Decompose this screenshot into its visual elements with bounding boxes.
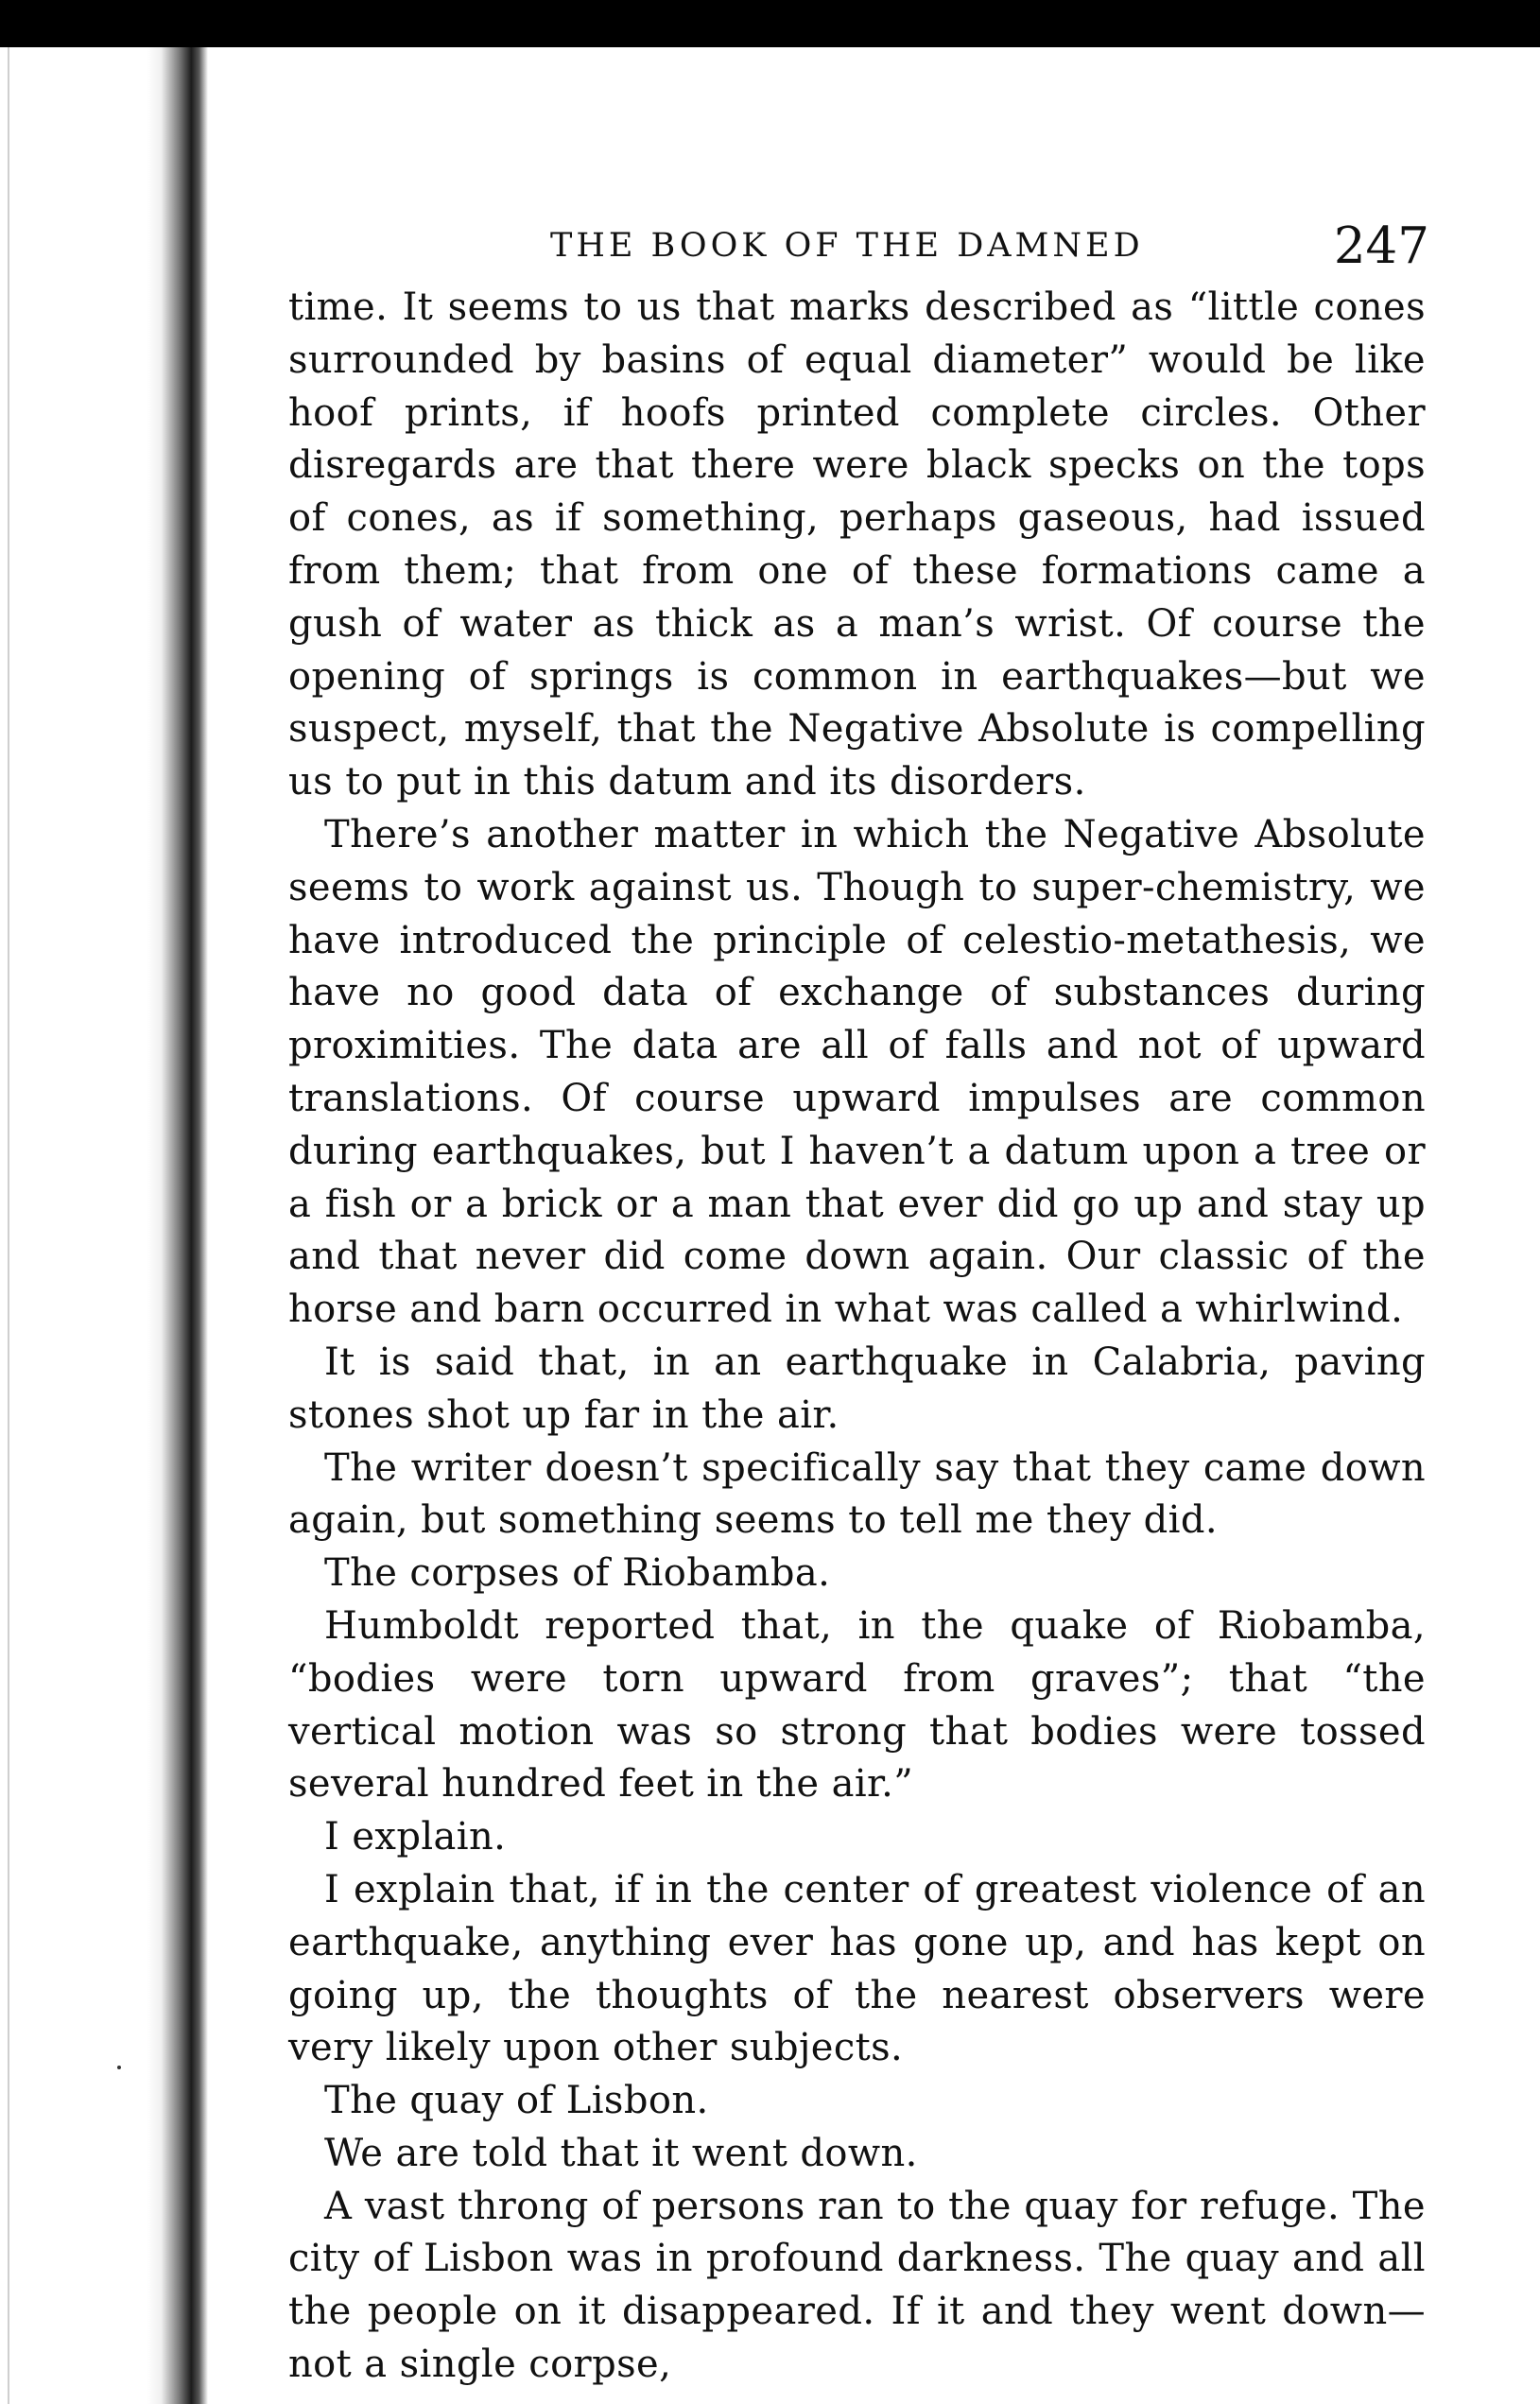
paragraph-2: There’s another matter in which the Negative Absolute seems to work against us. Though to super-chemistry, we have introduced the principle of celestio-metathesis, we have no good data of exchange of substances during proximities. The data are all of falls and not of upward translations. Of course upward impulses are common during earthquakes, but I haven’t a datum upon a tree or a fish or a brick or a man that ever did go up and stay up and that never did come down again. Our classic of the horse and barn occurred in what was called a whirlwind. (288, 812, 1426, 1332)
paragraph-9: The quay of Lisbon. (324, 2079, 709, 2123)
paragraph-6: Humboldt reported that, in the quake of Riobamba, “bodies were torn upward from graves”; that “the vertical motion was so strong that bodies were tossed several hundred feet in the air.” (288, 1603, 1426, 1807)
running-header (550, 217, 1429, 284)
paragraph-11: A vast throng of persons ran to the quay for refuge. The city of Lisbon was in profound darkness. The quay and all the people on it disappeared. If it and they went down—not a single corpse, (288, 2184, 1426, 2387)
paragraph-1: time. It seems to us that marks described as “little cones surrounded by basins of equal diameter” would be like hoof prints, if hoofs printed complete circles. Other disregards are that there were black specks on the tops of cones, as if something, perhaps gaseous, had issued from them; that from one of these formations came a gush of water as thick as a man’s wrist. Of course the opening of springs is common in earthquakes—but we suspect, myself, that the Negative Absolute is compelling us to put in this datum and its disorders. (288, 285, 1426, 804)
body-text (288, 282, 1426, 2392)
paragraph-7: I explain. (324, 1815, 507, 1859)
book-gutter-shadow (132, 47, 208, 2404)
page-number: 247 (1333, 217, 1429, 275)
paragraph-5: The corpses of Riobamba. (324, 1551, 831, 1596)
paragraph-10: We are told that it went down. (324, 2131, 918, 2175)
paragraph-3: It is said that, in an earthquake in Calabria, paving stones shot up far in the air. (288, 1340, 1426, 1437)
paragraph-8: I explain that, if in the center of greatest violence of an earthquake, anything ever has gone up, and has kept on going up, the thoughts of the nearest observers were very likely upon other subjects. (288, 1867, 1426, 2070)
scan-left-edge (8, 47, 9, 2404)
scan-top-border (0, 0, 1540, 47)
scan-speck (117, 2066, 121, 2069)
running-title: THE BOOK OF THE DAMNED (550, 227, 1144, 265)
paragraph-4: The writer doesn’t specifically say that they came down again, but something seems to tell me they did. (288, 1445, 1426, 1543)
